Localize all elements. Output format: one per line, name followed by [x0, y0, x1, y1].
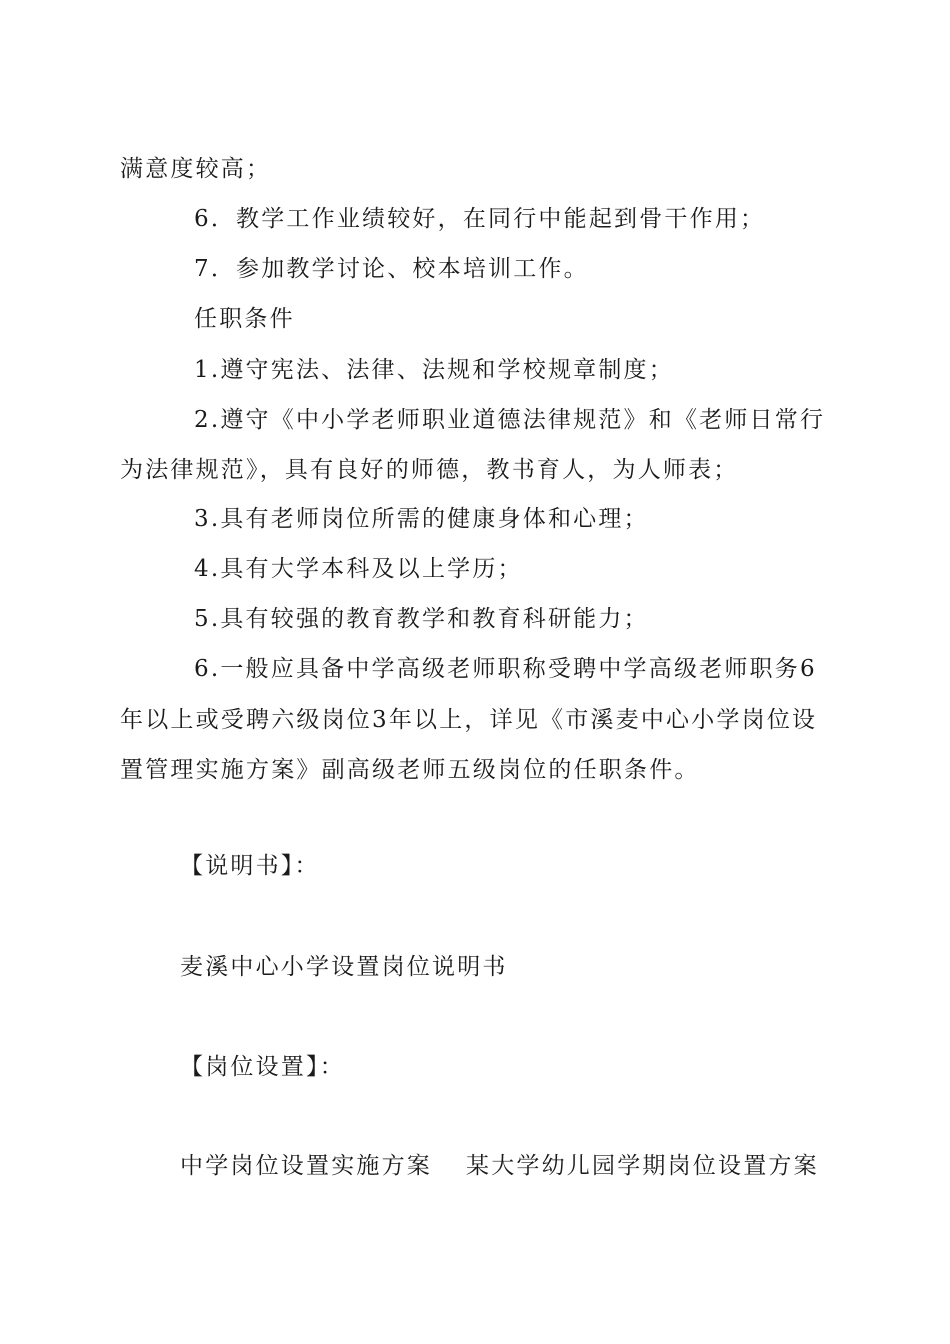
section-heading-requirements: 任职条件: [194, 306, 295, 332]
text-line-2: 6．教学工作业绩较好，在同行中能起到骨干作用；: [194, 206, 766, 232]
text-line-10: 5.具有较强的教育教学和教育科研能力；: [194, 606, 649, 632]
position-heading: 【岗位设置】：: [180, 1054, 345, 1080]
text-line-1: 满意度较高；: [120, 156, 272, 182]
text-line-6: 2.遵守《中小学老师职业道德法律规范》和《老师日常行: [194, 407, 826, 433]
text-line-11: 6.一般应具备中学高级老师职称受聘中学高级老师职务6: [194, 656, 817, 682]
text-line-13: 置管理实施方案》副高级老师五级岗位的任职条件。: [120, 757, 700, 783]
related-link-2[interactable]: 某大学幼儿园学期岗位设置方案: [466, 1153, 819, 1179]
text-line-7: 为法律规范》，具有良好的师德，教书育人，为人师表；: [120, 457, 739, 483]
manual-title: 麦溪中心小学设置岗位说明书: [180, 954, 508, 980]
manual-heading: 【说明书】：: [180, 853, 320, 879]
related-link-1[interactable]: 中学岗位设置实施方案: [180, 1153, 432, 1179]
text-line-5: 1.遵守宪法、法律、法规和学校规章制度；: [194, 357, 674, 383]
text-line-9: 4.具有大学本科及以上学历；: [194, 556, 523, 582]
text-line-8: 3.具有老师岗位所需的健康身体和心理；: [194, 506, 649, 532]
text-line-3: 7．参加教学讨论、校本培训工作。: [194, 256, 589, 282]
text-line-12: 年以上或受聘六级岗位3年以上，详见《市溪麦中心小学岗位设: [120, 707, 818, 733]
related-links: [180, 1151, 840, 1181]
